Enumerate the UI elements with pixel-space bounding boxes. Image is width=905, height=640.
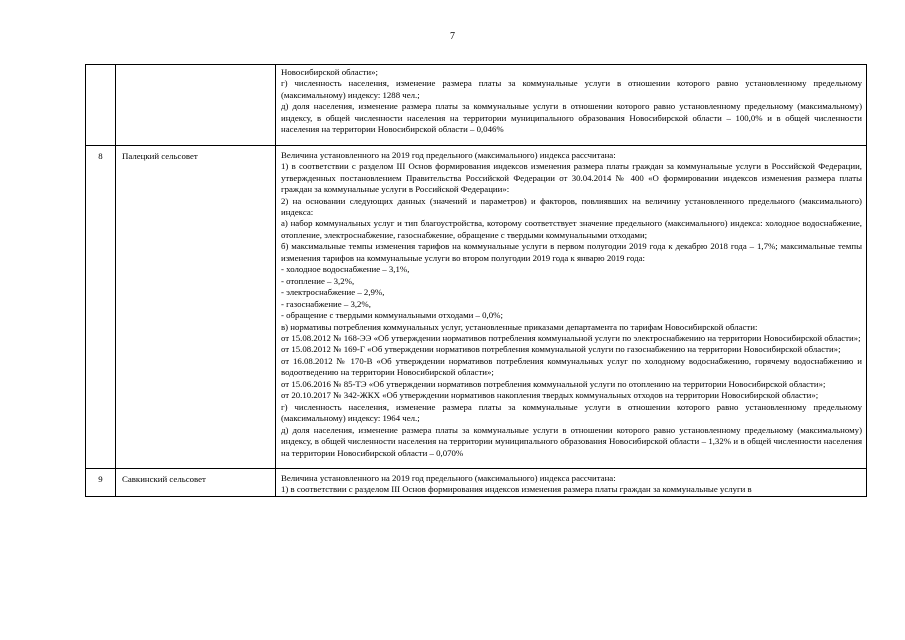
text-line: от 15.08.2012 № 168-ЭЭ «Об утверждении нормативов потребления коммунальной услуги по электроснабжению на территории Новосибирской области»; [281, 332, 861, 343]
description-cell [276, 468, 867, 496]
municipality-name-cell [116, 65, 276, 146]
description-cell [276, 145, 867, 468]
municipality-name-cell: Савкинский сельсовет [116, 468, 276, 496]
text-line: - обращение с твердыми коммунальными отходами – 0,0%; [281, 310, 503, 321]
table-row [86, 65, 867, 146]
table-row [86, 145, 867, 468]
text-line: от 20.10.2017 № 342-ЖКХ «Об утверждении нормативов накопления твердых коммунальных отходов на территории Новосибирской области»; [281, 390, 819, 401]
text-line: Новосибирской области»; [281, 67, 378, 77]
text-line: - холодное водоснабжение – 3,1%, [281, 264, 410, 275]
text-line: д) доля населения, изменение размера платы за коммунальные услуги в отношении которого равно установленному предельному (максимальному) индексу, в общей численности населения на территории муниципального образования Новосибирской области – 1,32% и в общей численности населения на территории Новосибирской области – 0,070% [281, 424, 862, 458]
text-line: а) набор коммунальных услуг и тип благоустройства, которому соответствует значение предельного (максимального) индекса: холодное водоснабжение, отопление, электроснабжение, газоснабжение, обращение с твердыми коммунальными отходами; [281, 218, 862, 240]
municipality-name-cell: Палецкий сельсовет [116, 145, 276, 468]
text-line: 2) на основании следующих данных (значений и параметров) и факторов, повлиявших на величину установленного предельного (максимального) индекса: [281, 195, 862, 217]
text-line: от 15.08.2012 № 169-Г «Об утверждении нормативов потребления коммунальной услуги по газоснабжению на территории Новосибирской области»; [281, 344, 841, 355]
text-line: - электроснабжение – 2,9%, [281, 287, 385, 298]
text-line: г) численность населения, изменение размера платы за коммунальные услуги в отношении которого равно установленному предельному (максимальному) индексу: 1288 чел.; [281, 78, 862, 100]
page-number: 7 [450, 31, 455, 42]
table-row [86, 468, 867, 496]
text-line: от 16.08.2012 № 170-В «Об утверждении нормативов потребления коммунальных услуг по холодному водоснабжению, горячему водоснабжению и водоотведению на территории Новосибирской области»; [281, 355, 862, 378]
text-line: 1) в соответствии с разделом III Основ формирования индексов изменения размера платы граждан за коммунальные услуги в Российской Федерации, утвержденных постановлением Правительства Российской Федерации от 30.04.2014 № 400 «О формировании индексов изменения размера платы граждан за коммунальные услуги в Российской Федерации»: [281, 161, 862, 195]
text-line: - отопление – 3,2%, [281, 275, 355, 286]
text-line: 1) в соответствии с разделом III Основ формирования индексов изменения размера платы граждан за коммунальные услуги в [281, 484, 752, 495]
text-line: в) нормативы потребления коммунальных услуг, установленные приказами департамента по тарифам Новосибирской области: [281, 321, 758, 332]
row-number-cell [86, 65, 116, 146]
row-number-cell: 8 [86, 145, 116, 468]
text-line: - газоснабжение – 3,2%, [281, 298, 371, 309]
row-number-cell: 9 [86, 468, 116, 496]
description-cell [276, 65, 867, 146]
text-line: Величина установленного на 2019 год предельного (максимального) индекса рассчитана: [281, 472, 616, 483]
text-line: д) доля населения, изменение размера платы за коммунальные услуги в отношении которого равно установленному предельному (максимальному) индексу, в общей численности населения на территории муниципального образования Новосибирской области – 100,0% и в общей численности населения на территории Новосибирской области – 0,046% [281, 101, 862, 135]
text-line: Величина установленного на 2019 год предельного (максимального) индекса рассчитана: [281, 149, 616, 160]
text-line: г) численность населения, изменение размера платы за коммунальные услуги в отношении которого равно установленному предельному (максимальному) индексу: 1964 чел.; [281, 401, 862, 424]
text-line: от 15.06.2016 № 85-ТЭ «Об утверждении нормативов потребления коммунальной услуги по отоплению на территории Новосибирской области»; [281, 378, 826, 389]
text-line: б) максимальные темпы изменения тарифов на коммунальные услуги в первом полугодии 2019 года к декабрю 2018 года – 1,7%; максимальные темпы изменения тарифов на коммунальные услуги во втором полугодии 2019 года к январю 2019 года: [281, 241, 862, 263]
indices-table [85, 64, 867, 497]
